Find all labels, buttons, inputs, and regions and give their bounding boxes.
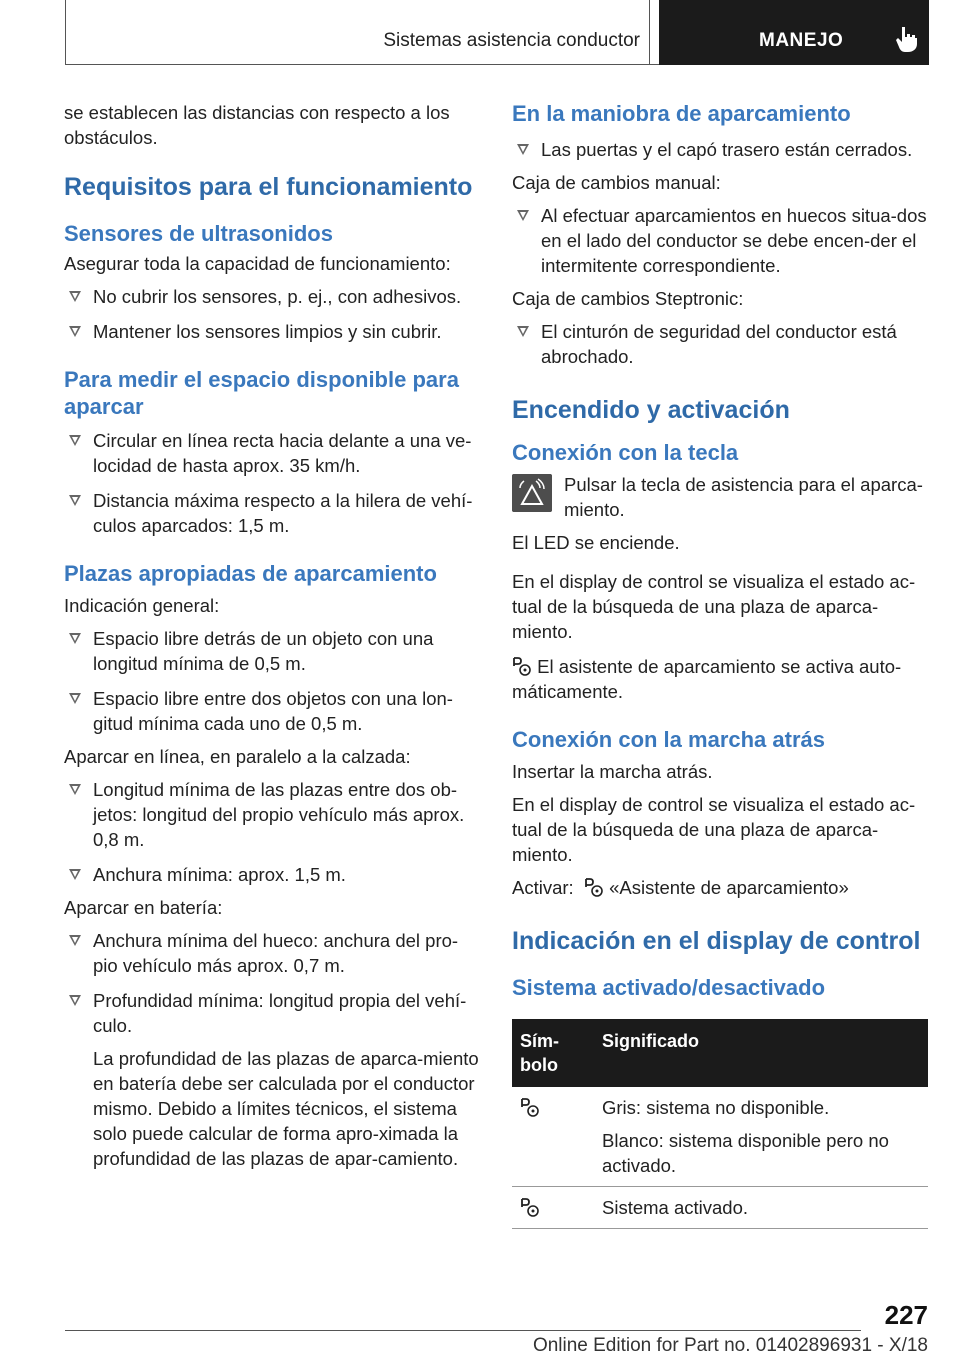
list-item: Circular en línea recta hacia delante a una ve-locidad de hasta aprox. 35 km/h.: [64, 428, 479, 478]
key-instruction: [512, 472, 928, 522]
bullet-triangle-icon: [69, 633, 81, 644]
display-status-text-2: En el display de control se visualiza el estado ac-tual de la búsqueda de una plaza de aparca-miento.: [512, 794, 916, 865]
bullet-triangle-icon: [69, 995, 81, 1006]
bullet-triangle-icon: [517, 326, 529, 337]
heading-switch-on: Encendido y activación: [512, 396, 790, 424]
activate-instruction: Activar: «Asistente de aparcamiento»: [512, 877, 849, 898]
spaces-intro: Indicación general:: [64, 595, 220, 616]
chapter-title: MANEJO: [759, 30, 844, 51]
bullet-triangle-icon: [517, 144, 529, 155]
list-item: El cinturón de seguridad del conductor está abrochado.: [512, 319, 928, 369]
list-item: Espacio libre entre dos objetos con una lon-gitud mínima cada uno de 0,5 m.: [64, 686, 479, 736]
table-header-symbol: Sím-bolo: [512, 1019, 594, 1087]
table-row: [512, 1087, 928, 1187]
table-cell-meaning: Sistema activado.: [594, 1187, 928, 1229]
parking-assistant-icon: [584, 877, 604, 897]
header-rule-divider: [649, 0, 650, 65]
table-header-row: [512, 1019, 928, 1087]
section-title: Sistemas asistencia conductor: [383, 30, 640, 51]
bullet-triangle-icon: [69, 495, 81, 506]
table-header-meaning: Significado: [594, 1019, 928, 1087]
list-item: Espacio libre detrás de un objeto con una longitud mínima de 0,5 m.: [64, 626, 479, 676]
edition-note: Online Edition for Part no. 01402896931 - X/18: [532, 1335, 928, 1356]
intro-paragraph: se establecen las distancias con respecto a los obstáculos.: [64, 102, 450, 148]
list-item: Longitud mínima de las plazas entre dos ob-jetos: longitud del propio vehículo más aprox. 0,8 m.: [64, 777, 479, 852]
list-item: Anchura mínima del hueco: anchura del pro-pio vehículo más aprox. 0,7 m.: [64, 928, 479, 978]
parking-assistant-icon: [520, 1097, 540, 1117]
heading-reverse-activation: Conexión con la marcha atrás: [512, 727, 825, 752]
header-rule-left: [65, 0, 66, 65]
list-item: Distancia máxima respecto a la hilera de vehí-culos aparcados: 1,5 m.: [64, 488, 479, 538]
parking-assistant-active-icon: [520, 1197, 540, 1217]
bullet-triangle-icon: [69, 784, 81, 795]
heading-ultrasonic-sensors: Sensores de ultrasonidos: [64, 221, 333, 246]
heading-suitable-spaces: Plazas apropiadas de aparcamiento: [64, 561, 437, 586]
page-number: 227: [884, 1300, 928, 1330]
manual-gearbox-intro: Caja de cambios manual:: [512, 172, 721, 193]
list-item: No cubrir los sensores, p. ej., con adhesivos.: [64, 284, 479, 309]
heading-measure-space: Para medir el espacio disponible para aparcar: [64, 367, 459, 419]
led-text: El LED se enciende.: [512, 532, 680, 553]
parking-assistant-icon: [512, 656, 532, 676]
parallel-intro: Aparcar en línea, en paralelo a la calzada:: [64, 746, 411, 767]
table-cell-symbol: [512, 1087, 594, 1187]
list-item: Profundidad mínima: longitud propia del vehí-culo.: [64, 988, 479, 1038]
list-item: Anchura mínima: aprox. 1,5 m.: [64, 862, 479, 887]
reverse-text: Insertar la marcha atrás.: [512, 761, 713, 782]
heading-parking-manoeuvre: En la maniobra de aparcamiento: [512, 101, 851, 126]
bullet-triangle-icon: [69, 935, 81, 946]
heading-system-status: Sistema activado/desactivado: [512, 975, 826, 1000]
right-column: [512, 100, 928, 1229]
symbol-table: [512, 1019, 928, 1229]
table-row: [512, 1187, 928, 1229]
table-cell-meaning: Gris: sistema no disponible. Blanco: sistema disponible pero no activado.: [594, 1087, 928, 1187]
table-cell-symbol: [512, 1187, 594, 1229]
left-column: [64, 100, 479, 1171]
heading-display-indication: Indicación en el display de control: [512, 927, 921, 955]
sensors-intro: Asegurar toda la capacidad de funcionamiento:: [64, 253, 451, 274]
steptronic-intro: Caja de cambios Steptronic:: [512, 288, 744, 309]
heading-requirements: Requisitos para el funcionamiento: [64, 173, 473, 201]
chapter-tab: [659, 0, 929, 65]
auto-activation-text: El asistente de aparcamiento se activa auto-máticamente.: [512, 656, 902, 702]
bullet-triangle-icon: [69, 435, 81, 446]
bullet-triangle-icon: [69, 326, 81, 337]
bullet-triangle-icon: [69, 291, 81, 302]
park-assist-button-icon: [512, 474, 552, 512]
list-item: Al efectuar aparcamientos en huecos situa-dos en el lado del conductor se debe encen-der el intermitente correspondiente.: [512, 203, 928, 278]
bullet-triangle-icon: [69, 869, 81, 880]
battery-intro: Aparcar en batería:: [64, 897, 223, 918]
bullet-triangle-icon: [517, 210, 529, 221]
battery-note: La profundidad de las plazas de aparca-miento en batería debe ser calculada por el conductor mismo. Debido a límites técnicos, el sistema solo puede calcular de forma apro-ximada la profundidad de las plazas de apar-camiento.: [93, 1048, 479, 1169]
hand-pointer-icon: [892, 24, 922, 54]
footer-rule: [65, 1330, 861, 1331]
list-item: Mantener los sensores limpios y sin cubrir.: [64, 319, 479, 344]
bullet-triangle-icon: [69, 693, 81, 704]
list-item: Las puertas y el capó trasero están cerrados.: [512, 137, 928, 162]
display-status-text: En el display de control se visualiza el estado ac-tual de la búsqueda de una plaza de aparca-miento.: [512, 571, 916, 642]
heading-button-activation: Conexión con la tecla: [512, 440, 739, 465]
key-text: Pulsar la tecla de asistencia para el aparca-miento.: [564, 474, 923, 520]
